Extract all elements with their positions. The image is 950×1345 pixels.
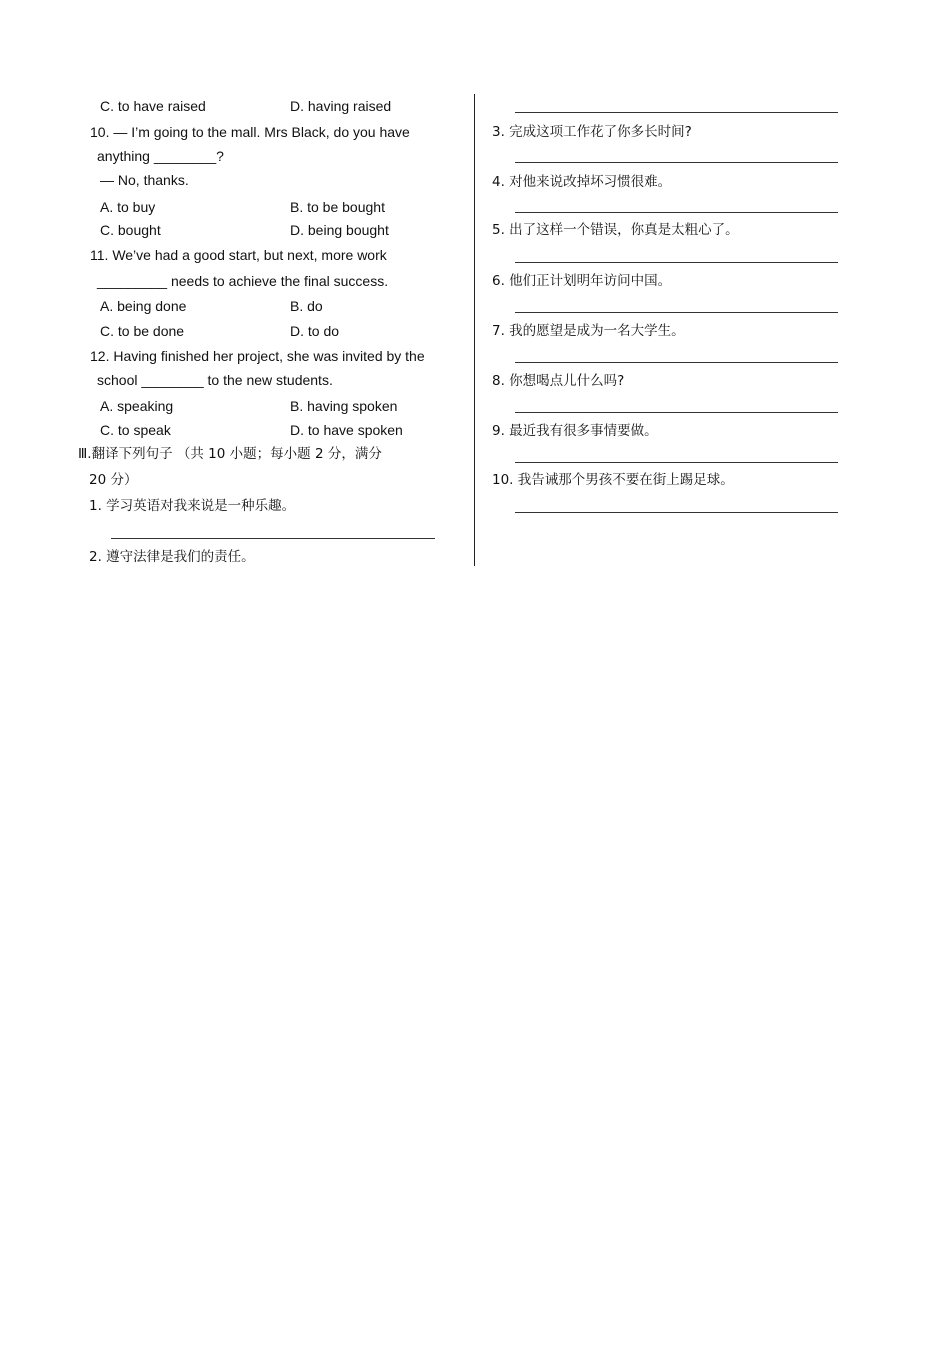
- translation-item-8: 8. 你想喝点儿什么吗?: [492, 373, 625, 389]
- answer-line-3[interactable]: [515, 162, 838, 163]
- translation-item-4: 4. 对他来说改掉坏习惯很难。: [492, 174, 672, 190]
- column-divider: [474, 94, 475, 566]
- answer-line-10[interactable]: [515, 512, 838, 513]
- q12-stem-line2: school ________ to the new students.: [97, 372, 333, 388]
- translation-item-1: 1. 学习英语对我来说是一种乐趣。: [89, 498, 296, 514]
- q12-stem: 12. Having finished her project, she was invited by the: [90, 348, 425, 364]
- answer-line-5[interactable]: [515, 262, 838, 263]
- answer-line-8[interactable]: [515, 412, 838, 413]
- answer-line-4[interactable]: [515, 212, 838, 213]
- translation-item-3: 3. 完成这项工作花了你多长时间?: [492, 124, 692, 140]
- translation-item-5: 5. 出了这样一个错误，你真是太粗心了。: [492, 222, 739, 238]
- section-heading: Ⅲ.翻译下列句子 （共 10 小题；每小题 2 分，满分: [78, 446, 382, 462]
- answer-line-6[interactable]: [515, 312, 838, 313]
- q12-option-a: A. speaking: [100, 398, 174, 414]
- q10-option-a: A. to buy: [100, 199, 156, 215]
- q11-option-a: A. being done: [100, 298, 187, 314]
- translation-item-10: 10. 我告诫那个男孩不要在街上踢足球。: [492, 472, 734, 488]
- q12-option-b: B. having spoken: [290, 398, 398, 414]
- answer-line-9[interactable]: [515, 462, 838, 463]
- q12-option-c: C. to speak: [100, 422, 171, 438]
- q12-option-d: D. to have spoken: [290, 422, 403, 438]
- q10-option-b: B. to be bought: [290, 199, 385, 215]
- translation-item-7: 7. 我的愿望是成为一名大学生。: [492, 323, 685, 339]
- q10-response: — No, thanks.: [100, 172, 189, 188]
- q11-option-c: C. to be done: [100, 323, 185, 339]
- q9-option-d: D. having raised: [290, 98, 392, 114]
- translation-item-6: 6. 他们正计划明年访问中国。: [492, 273, 672, 289]
- q11-stem: 11. We’ve had a good start, but next, more work: [90, 247, 387, 263]
- q10-stem: 10. — I’m going to the mall. Mrs Black, do you have: [90, 124, 410, 140]
- translation-item-9: 9. 最近我有很多事情要做。: [492, 423, 658, 439]
- section-heading-line2: 20 分）: [89, 472, 138, 488]
- q10-stem-line2: anything ________?: [97, 148, 224, 164]
- translation-item-2: 2. 遵守法律是我们的责任。: [89, 549, 255, 565]
- q10-option-c: C. bought: [100, 222, 161, 238]
- q11-stem-line2: _________ needs to achieve the final success.: [97, 273, 389, 289]
- q10-option-d: D. being bought: [290, 222, 389, 238]
- q9-option-c: C. to have raised: [100, 98, 206, 114]
- answer-line-1[interactable]: [111, 538, 435, 539]
- q11-option-d: D. to do: [290, 323, 340, 339]
- answer-line-2[interactable]: [515, 112, 838, 113]
- q11-option-b: B. do: [290, 298, 323, 314]
- answer-line-7[interactable]: [515, 362, 838, 363]
